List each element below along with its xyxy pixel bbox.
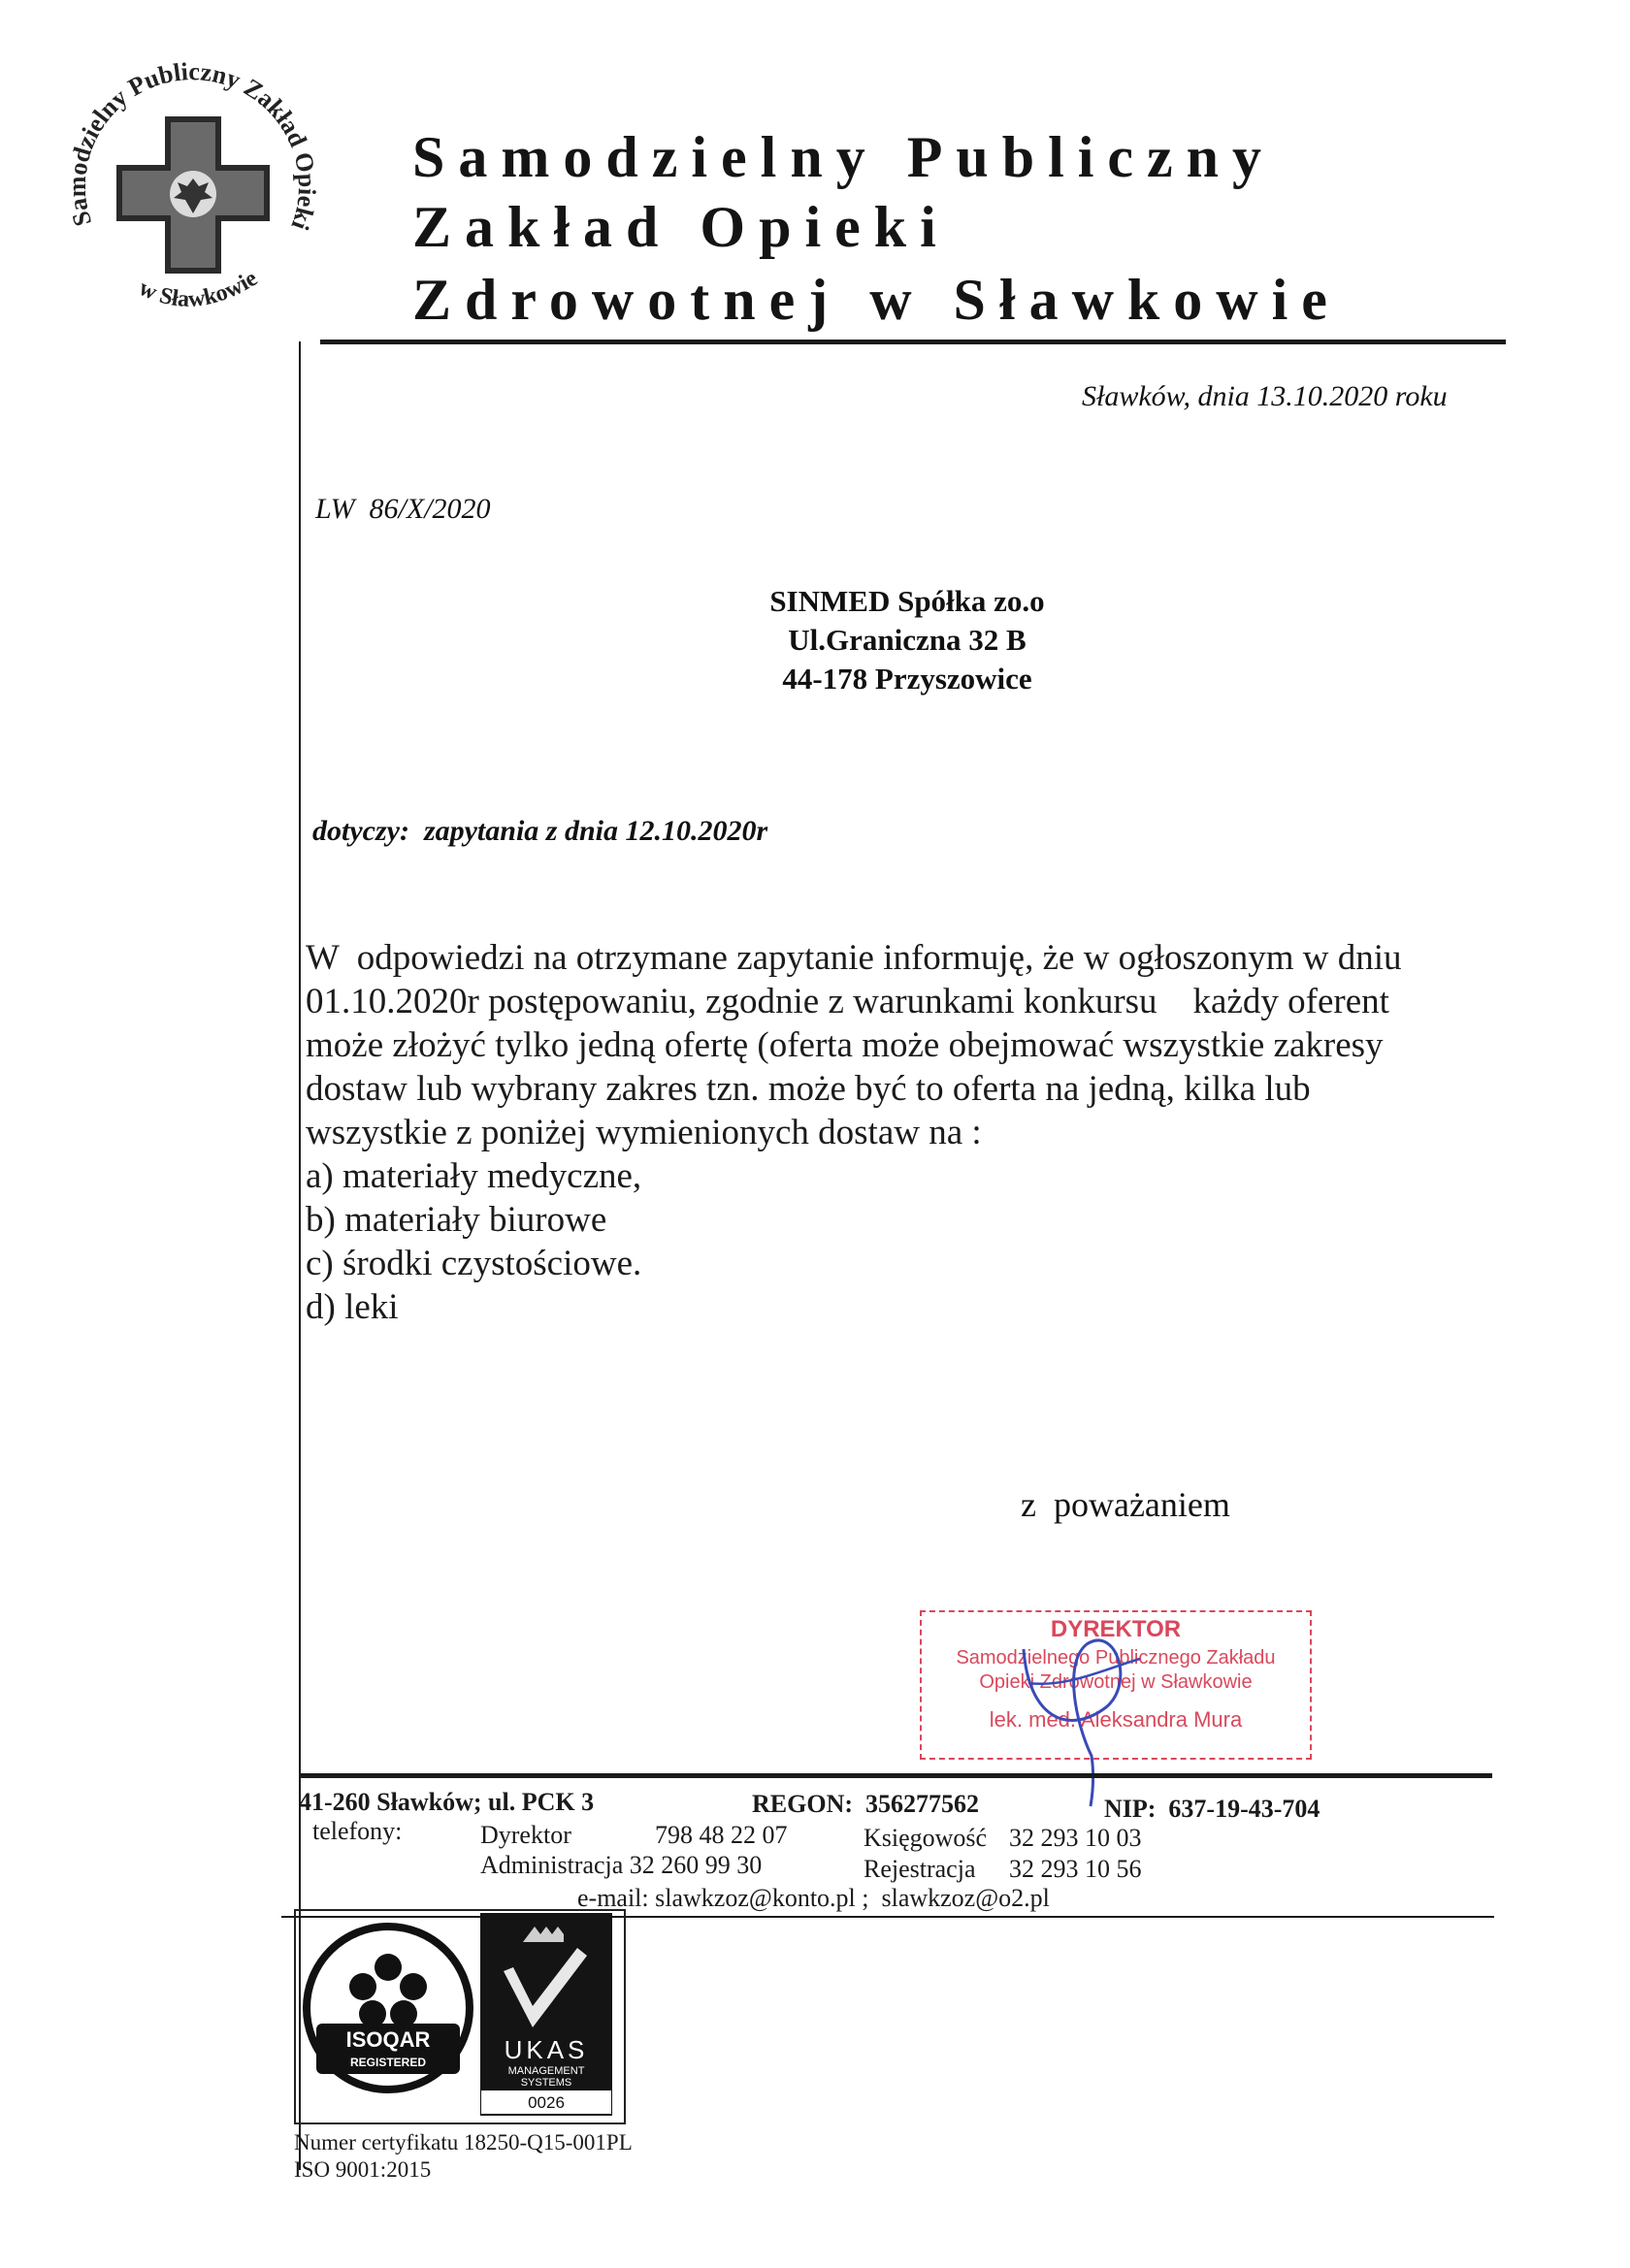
svg-text:ISOQAR: ISOQAR [345, 2027, 431, 2052]
margin-line [299, 341, 301, 2170]
footer-rejestracja-label: Rejestracja [864, 1855, 976, 1883]
svg-text:MANAGEMENT: MANAGEMENT [507, 2065, 585, 2077]
date-line: Sławków, dnia 13.10.2020 roku [1082, 380, 1448, 412]
recipient-name: SINMED Spółka zo.o [769, 584, 1045, 618]
recipient-address [616, 582, 1198, 698]
footer-dyrektor-phone: 798 48 22 07 [655, 1821, 788, 1849]
header-title-line-3: Zdrowotnej w Sławkowie [412, 268, 1341, 332]
body-line: 01.10.2020r postępowaniu, zgodnie z warunkami konkursu każdy oferent [306, 982, 1389, 1021]
svg-text:UKAS: UKAS [504, 2035, 589, 2064]
letter-body [306, 936, 1402, 1329]
body-line: wszystkie z poniżej wymienionych dostaw na : [306, 1113, 982, 1152]
svg-text:Samodzielny Publiczny Zakład O: Samodzielny Publiczny Zakład Opieki [62, 57, 322, 235]
reference-number: LW 86/X/2020 [315, 493, 491, 525]
svg-text:0026: 0026 [528, 2093, 565, 2112]
header-rule [320, 340, 1506, 344]
footer-rejestracja-phone: 32 293 10 56 [1009, 1855, 1142, 1883]
list-item-d: d) leki [306, 1287, 399, 1327]
header-title-line-1: Samodzielny Publiczny [412, 125, 1276, 189]
signature [970, 1591, 1222, 1814]
stamp-institution-2: Opieki Zdrowotnej w Sławkowie [979, 1671, 1253, 1693]
institution-seal [47, 37, 338, 328]
footer-email: e-mail: slawkzoz@konto.pl ; slawkzoz@o2.pl [577, 1884, 1050, 1912]
list-item-a: a) materiały medyczne, [306, 1156, 642, 1196]
list-item-b: b) materiały biurowe [306, 1200, 607, 1240]
body-line: dostaw lub wybrany zakres tzn. może być to oferta na jedną, kilka lub [306, 1069, 1311, 1109]
closing: z poważaniem [1021, 1485, 1230, 1524]
body-line: może złożyć tylko jedną ofertę (oferta może obejmować wszystkie zakresy [306, 1025, 1384, 1065]
cert-number: Numer certyfikatu 18250-Q15-001PL [294, 2130, 633, 2155]
body-line: W odpowiedzi na otrzymane zapytanie informuję, że w ogłoszonym w dniu [306, 938, 1402, 978]
svg-text:REGISTERED: REGISTERED [349, 2056, 427, 2069]
header-title-line-2: Zakład Opieki [412, 195, 950, 259]
footer-rule [299, 1773, 1492, 1778]
footer-ksiegowosc-label: Księgowość [864, 1824, 988, 1852]
subject-line: dotyczy: zapytania z dnia 12.10.2020r [312, 815, 768, 847]
footer-administracja: Administracja 32 260 99 30 [480, 1851, 763, 1879]
footer-phones-label: telefony: [312, 1817, 403, 1845]
footer-regon: REGON: 356277562 [752, 1790, 979, 1818]
footer-dyrektor-label: Dyrektor [480, 1821, 571, 1849]
stamp-institution-1: Samodzielnego Publicznego Zakładu [956, 1647, 1276, 1669]
recipient-city: 44-178 Przyszowice [782, 662, 1032, 696]
recipient-street: Ul.Graniczna 32 B [788, 623, 1027, 657]
isoqar-logo [303, 1923, 473, 2093]
ukas-logo [480, 1913, 612, 2117]
footer-ksiegowosc-phone: 32 293 10 03 [1009, 1824, 1142, 1852]
footer-nip: NIP: 637-19-43-704 [1104, 1795, 1320, 1823]
list-item-c: c) środki czystościowe. [306, 1244, 642, 1283]
svg-text:SYSTEMS: SYSTEMS [520, 2077, 572, 2089]
stamp-name: lek. med. Aleksandra Mura [989, 1707, 1243, 1732]
cert-iso: ISO 9001:2015 [294, 2157, 432, 2182]
stamp-title: DYREKTOR [1050, 1616, 1182, 1642]
footer-address: 41-260 Sławków; ul. PCK 3 [299, 1788, 595, 1816]
svg-text:w Sławkowie: w Sławkowie [135, 265, 262, 313]
